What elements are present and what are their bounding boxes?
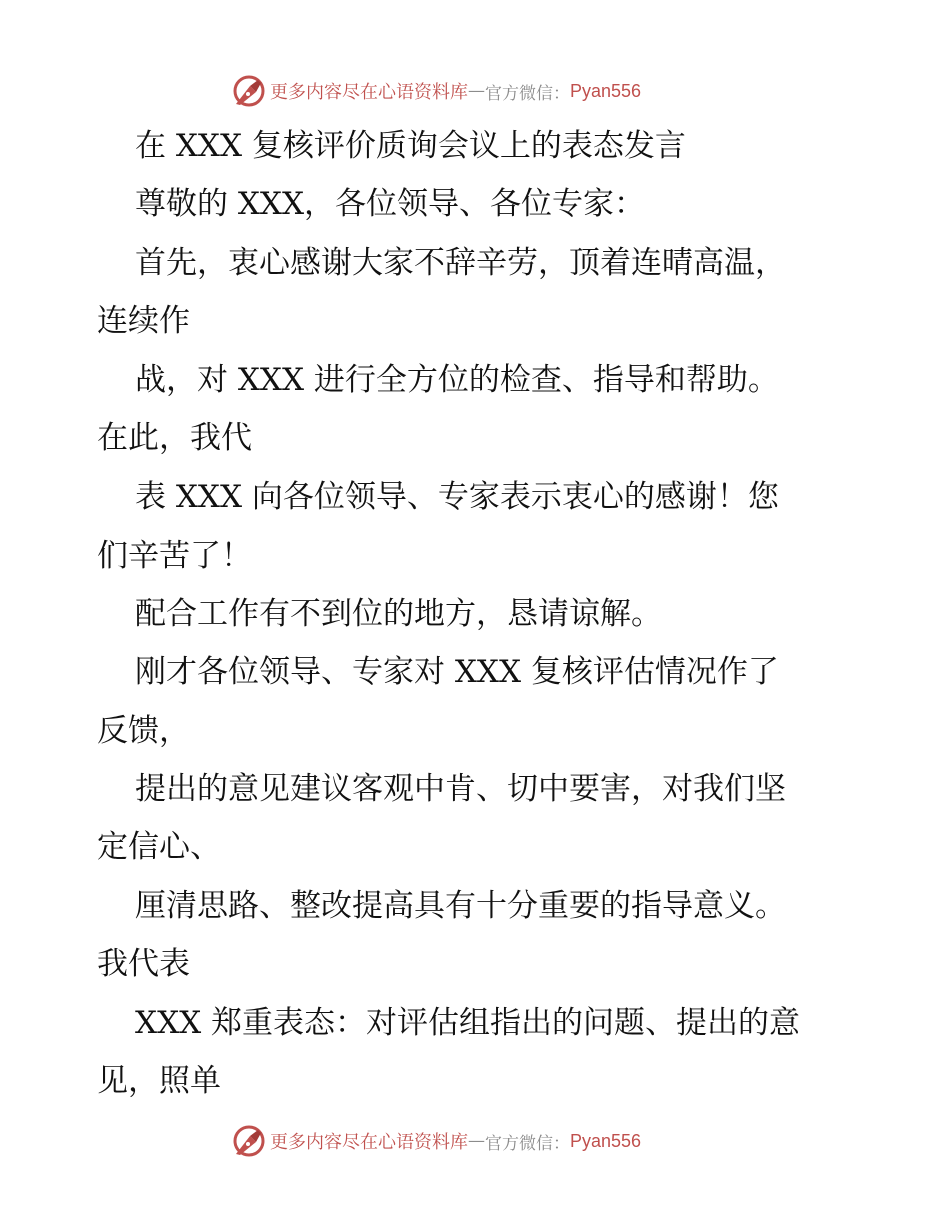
watermark-wechat-label: 官方微信： xyxy=(485,83,570,104)
paragraph-line: 在此，我代 xyxy=(97,420,252,456)
paragraph-line: XXX 郑重表态：对评估组指出的问题、提出的意 xyxy=(135,1005,801,1041)
paragraph-line: 们辛苦了！ xyxy=(97,538,252,574)
watermark-wechat-id: Pyan556 xyxy=(570,80,642,101)
paragraph-line: 见，照单 xyxy=(97,1063,221,1099)
pen-nib-logo-icon xyxy=(232,1124,266,1158)
watermark-banner-top xyxy=(232,71,641,111)
pen-nib-logo-icon xyxy=(232,74,266,108)
paragraph-line: 表 XXX 向各位领导、专家表示衷心的感谢！您 xyxy=(135,479,779,515)
paragraph-line: 连续作 xyxy=(97,303,190,339)
salutation-line: 尊敬的 XXX，各位领导、各位专家： xyxy=(135,186,646,222)
document-title: 在 XXX 复核评价质询会议上的表态发言 xyxy=(135,128,686,164)
paragraph-line: 提出的意见建议客观中肯、切中要害，对我们坚 xyxy=(135,771,786,807)
paragraph-line: 定信心、 xyxy=(97,829,221,865)
paragraph-line: 我代表 xyxy=(97,946,190,982)
watermark-brand-text: 更多内容尽在心语资料库 xyxy=(270,82,468,103)
paragraph-line: 厘清思路、整改提高具有十分重要的指导意义。 xyxy=(135,888,786,924)
paragraph-line: 首先，衷心感谢大家不辞辛劳，顶着连晴高温， xyxy=(135,245,786,281)
watermark-banner-bottom xyxy=(232,1121,641,1161)
watermark-separator: — xyxy=(468,81,485,101)
watermark-separator: — xyxy=(468,1131,485,1151)
watermark-brand-text: 更多内容尽在心语资料库 xyxy=(270,1132,468,1153)
watermark-wechat-id: Pyan556 xyxy=(570,1130,642,1151)
paragraph-line: 刚才各位领导、专家对 XXX 复核评估情况作了 xyxy=(135,654,779,690)
paragraph-line: 战，对 XXX 进行全方位的检查、指导和帮助。 xyxy=(135,362,779,398)
paragraph-line: 反馈， xyxy=(97,713,190,749)
paragraph-line: 配合工作有不到位的地方，恳请谅解。 xyxy=(135,596,662,632)
watermark-wechat-label: 官方微信： xyxy=(485,1133,570,1154)
